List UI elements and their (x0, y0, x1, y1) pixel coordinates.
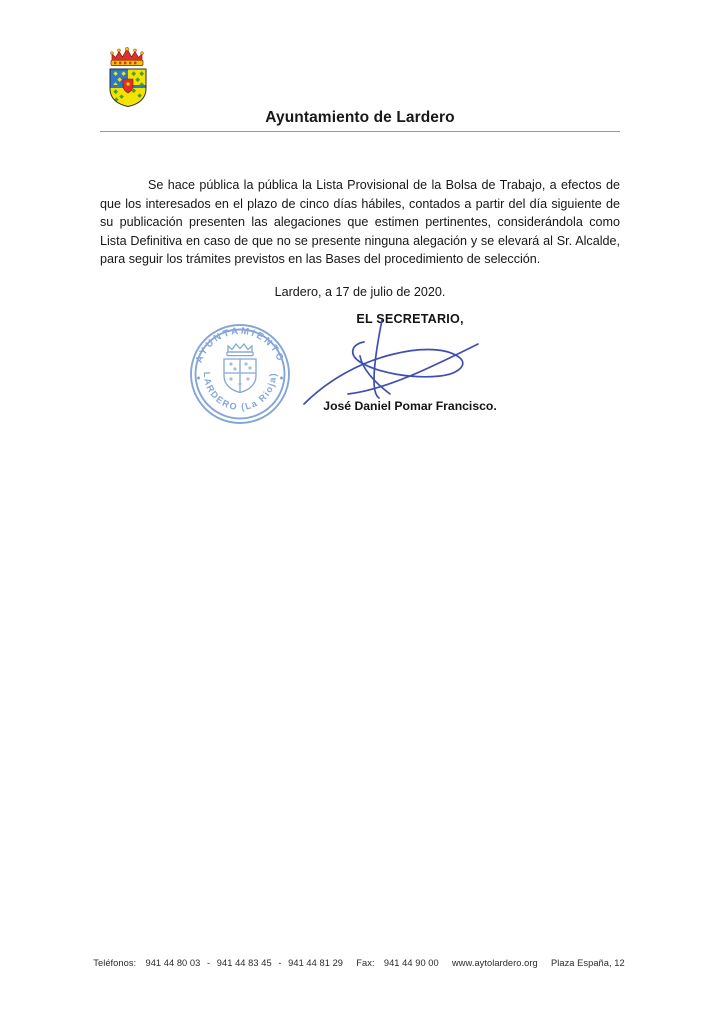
handwritten-signature-icon (282, 318, 497, 410)
footer-fax-label: Fax: (356, 958, 375, 968)
footer-address: Plaza España, 12 (551, 958, 625, 968)
svg-text:LARDERO (La Rioja): LARDERO (La Rioja) (201, 371, 279, 413)
page-title: Ayuntamiento de Lardero (265, 109, 455, 126)
footer-dash-1: - (207, 958, 211, 968)
footer-phones-label: Teléfonos: (93, 958, 137, 968)
svg-text:AYUNTAMIENTO: AYUNTAMIENTO (193, 325, 287, 365)
document-header (0, 0, 718, 140)
header-divider (100, 131, 620, 132)
lardero-coat-of-arms-icon (105, 41, 151, 107)
footer-phone-2: 941 44 83 45 (216, 958, 272, 968)
footer-phone-1: 941 44 80 03 (145, 958, 201, 968)
place-and-date: Lardero, a 17 de julio de 2020. (274, 285, 446, 299)
body-paragraph: Se hace pública la pública la Lista Provisional de la Bolsa de Trabajo, a efectos de que los interesados en el plazo de cinco días hábiles, contados a partir del día siguiente de su publicación presenten las alegaciones que estimen pertinentes, considerándola como Lista Definitiva en caso de que no se presente ninguna alegación y se elevará al Sr. Alcalde, para seguir los trámites previstos en las Bases del procedimiento de selección. (100, 178, 620, 267)
footer-phone-3: 941 44 81 29 (288, 958, 344, 968)
document-footer (0, 958, 718, 968)
footer-fax-number: 941 44 90 00 (383, 958, 439, 968)
document-body (100, 176, 620, 269)
footer-website[interactable]: www.aytolardero.org (452, 958, 538, 968)
signer-name: José Daniel Pomar Francisco. (323, 399, 497, 413)
footer-dash-2: - (278, 958, 282, 968)
signer-role: EL SECRETARIO, (356, 312, 464, 326)
